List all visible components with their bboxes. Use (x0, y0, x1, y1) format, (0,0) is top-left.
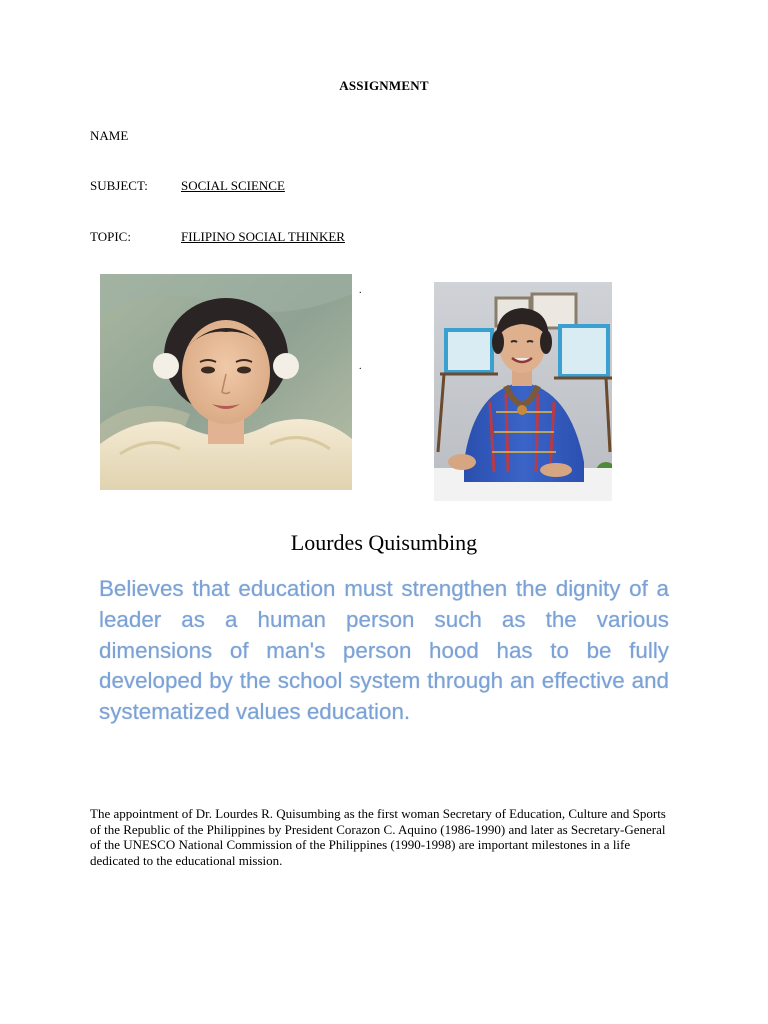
stray-mark: . (359, 361, 362, 372)
subject-label: SUBJECT: (90, 178, 148, 193)
portrait-painting-image (100, 274, 352, 490)
document-heading: ASSIGNMENT (339, 78, 429, 93)
topic-value: FILIPINO SOCIAL THINKER (181, 229, 345, 244)
biography-paragraph: The appointment of Dr. Lourdes R. Quisumbing as the first woman Secretary of Education, Culture and Sports of the Republic of the Philippines by President Corazon C. Aquino (1986-1990) and later as Secretary-General of the UNESCO National Commission of the Philippines (1990-1998) are important milestones in a life dedicated to the educational mission. (90, 806, 666, 868)
topic-label: TOPIC: (90, 229, 131, 244)
name-label: NAME (90, 128, 129, 143)
quote-text: Believes that education must strengthen the dignity of a leader as a human person such as the various dimensions of man's person hood has to be fully developed by the school system through an effective and systematized values education. (99, 576, 669, 725)
subject-value: SOCIAL SCIENCE (181, 178, 285, 193)
portrait-photo-image (434, 282, 612, 501)
person-name: Lourdes Quisumbing (290, 530, 478, 555)
stray-mark: . (359, 285, 362, 296)
